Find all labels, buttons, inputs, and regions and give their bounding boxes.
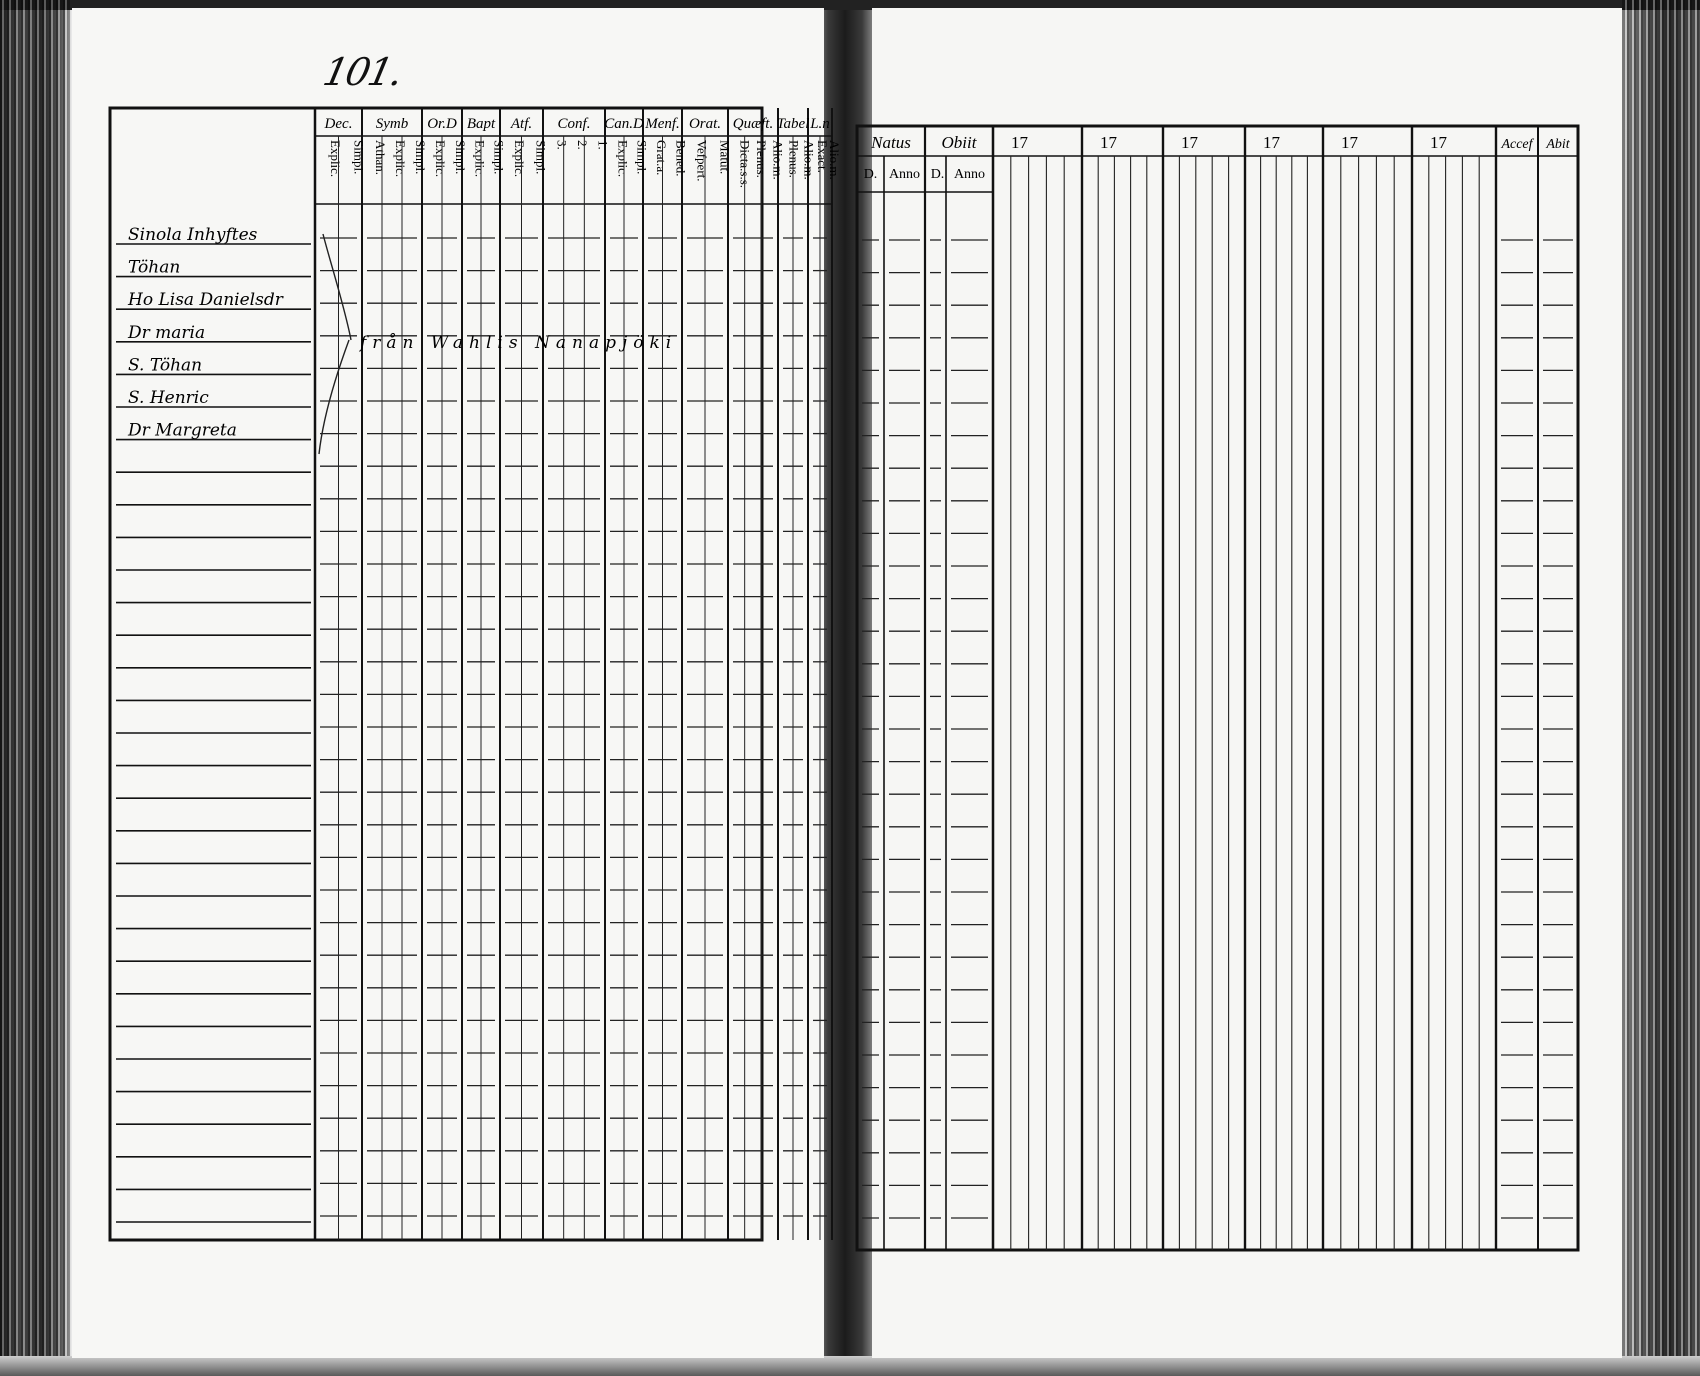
column-header: Atf. bbox=[510, 116, 533, 132]
column-header: L.n bbox=[810, 116, 830, 132]
column-header: Or.D bbox=[427, 116, 457, 132]
year-group-header: 17 bbox=[1100, 133, 1117, 152]
page-number: 101. bbox=[319, 50, 406, 94]
sub-column-header: Simpl. bbox=[453, 140, 468, 175]
sub-column-header: Alio.m. bbox=[801, 140, 817, 180]
sub-column-header: Simpl. bbox=[491, 140, 507, 175]
column-header: Conf. bbox=[557, 116, 591, 132]
abit-header: Abit bbox=[1546, 137, 1570, 152]
column-header: Menf. bbox=[645, 116, 680, 132]
accef-header: Accef bbox=[1501, 137, 1533, 152]
column-header: Tabel bbox=[776, 116, 810, 132]
year-group-header: 17 bbox=[1341, 133, 1358, 152]
handwritten-name: Ho Lisa Danielsdr bbox=[128, 290, 283, 311]
sub-column-header: Simpl. bbox=[413, 140, 428, 175]
right-register-table bbox=[863, 8, 1622, 1358]
table-frame bbox=[110, 108, 762, 1240]
obiit-header: Obiit bbox=[941, 133, 977, 152]
column-header: Dec. bbox=[324, 116, 353, 132]
sub-column-header: Vefpert. bbox=[694, 140, 710, 182]
year-subheader: Anno bbox=[888, 167, 921, 182]
column-header: Orat. bbox=[688, 116, 722, 132]
scan-bottom-edge bbox=[0, 1356, 1700, 1376]
sub-column-header: Alio.m. bbox=[770, 140, 786, 180]
column-header: Bapt bbox=[466, 116, 496, 132]
day-subheader: D. bbox=[863, 167, 878, 182]
left-register-table bbox=[72, 8, 842, 1358]
sub-column-header: Simpl. bbox=[533, 140, 549, 175]
sub-column-header: Explic. bbox=[327, 140, 343, 178]
sub-column-header: 2. bbox=[575, 140, 590, 150]
left-page bbox=[72, 8, 842, 1358]
sub-column-header: Exact. bbox=[815, 140, 830, 173]
sub-column-header: Dicta.s.s. bbox=[737, 140, 753, 189]
sub-column-header: Plenus. bbox=[786, 140, 802, 178]
column-header: Quæft. bbox=[732, 116, 774, 132]
column-header: Can.D bbox=[604, 116, 644, 132]
sub-column-header: 1. bbox=[595, 140, 611, 150]
sub-column-header: Athan. bbox=[373, 140, 388, 176]
handwritten-name: Dr Margreta bbox=[128, 420, 237, 441]
handwritten-name: Sinola Inhyftes bbox=[128, 225, 258, 245]
year-group-header: 17 bbox=[1263, 133, 1280, 152]
year-group-header: 17 bbox=[1430, 133, 1447, 152]
year-group-header: 17 bbox=[1011, 133, 1028, 152]
sub-column-header: Simpl. bbox=[634, 140, 650, 175]
handwritten-name: S. Töhan bbox=[128, 355, 203, 376]
table-frame bbox=[857, 126, 1578, 1250]
sub-column-header: Explic. bbox=[433, 140, 448, 178]
year-group-header: 17 bbox=[1181, 133, 1198, 152]
right-page-edges bbox=[1622, 0, 1700, 1376]
year-subheader: Anno bbox=[953, 167, 986, 182]
handwritten-name: S. Henric bbox=[128, 388, 209, 408]
sub-column-header: Bened. bbox=[673, 140, 689, 177]
handwritten-note: från Wahlis Nanapjöki bbox=[360, 333, 678, 353]
sub-column-header: Grat.a. bbox=[653, 140, 669, 176]
sub-column-header: Simpl. bbox=[351, 140, 367, 175]
sub-column-header: Alio.m. bbox=[827, 140, 842, 180]
sub-column-header: Explic. bbox=[511, 140, 527, 178]
handwritten-name: Dr maria bbox=[128, 322, 206, 343]
handwritten-name: Töhan bbox=[128, 257, 181, 278]
day-subheader: D. bbox=[930, 167, 945, 182]
column-header: Symb bbox=[375, 116, 409, 132]
sub-column-header: Explic. bbox=[615, 140, 631, 178]
sub-column-header: 3. bbox=[554, 140, 570, 150]
sub-column-header: Explic. bbox=[393, 140, 408, 178]
right-page bbox=[863, 8, 1622, 1358]
family-bracket bbox=[319, 234, 351, 454]
sub-column-header: Plenus. bbox=[754, 140, 769, 178]
sub-column-header: Explic. bbox=[472, 140, 488, 178]
natus-header: Natus bbox=[871, 133, 911, 152]
sub-column-header: Matut. bbox=[717, 140, 733, 175]
left-page-edges bbox=[0, 0, 70, 1376]
